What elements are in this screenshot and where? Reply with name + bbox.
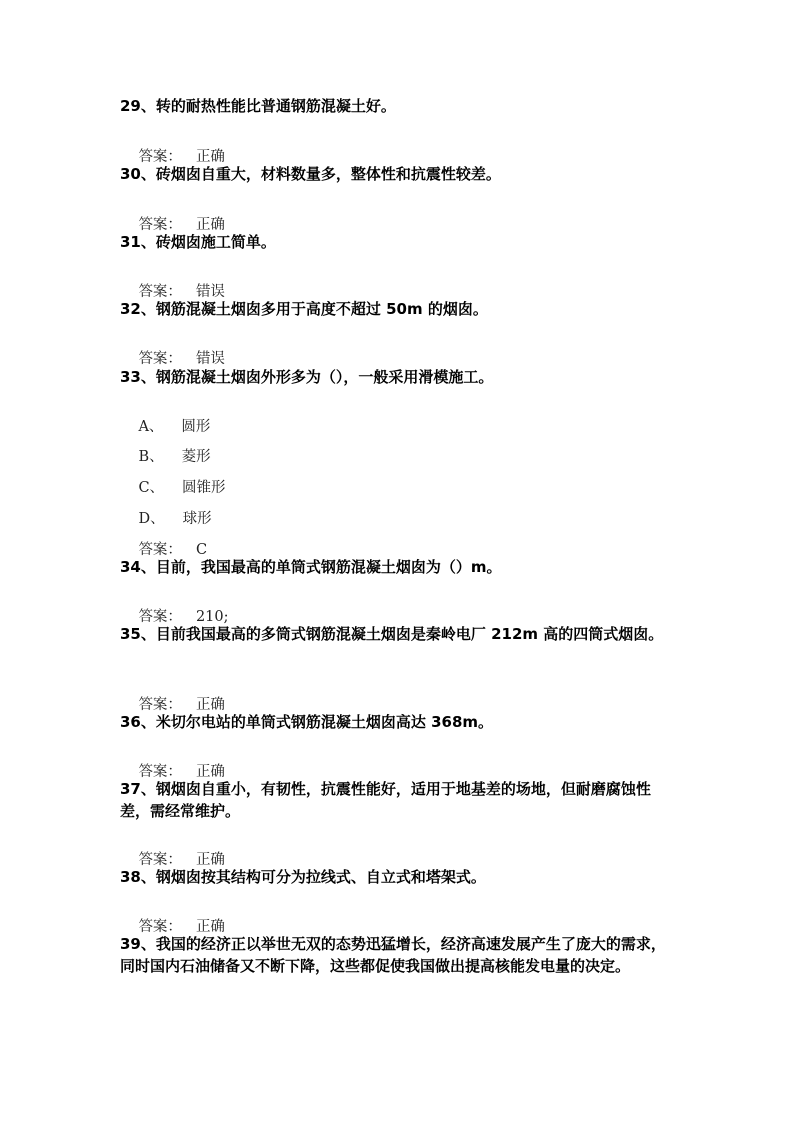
answer-label: 答案： <box>138 697 182 713</box>
option-text: 菱形 <box>181 449 211 465</box>
option-text: 球形 <box>182 511 212 527</box>
answer-label: 答案： <box>138 852 182 868</box>
answer-value: 正确 <box>195 217 225 233</box>
question-30: 30、砖烟囱自重大，材料数量多，整体性和抗震性较差。 <box>120 165 501 183</box>
option-text: 圆锥形 <box>182 480 226 496</box>
answer-value: C <box>195 542 208 558</box>
answer-label: 答案： <box>138 542 182 558</box>
answer-value: 210; <box>195 609 229 625</box>
question-34: 34、目前，我国最高的单筒式钢筋混凝土烟囱为（）m。 <box>120 558 502 576</box>
question-36: 36、米切尔电站的单筒式钢筋混凝土烟囱高达 368m。 <box>120 713 494 731</box>
answer-value: 错误 <box>195 351 225 367</box>
answer-value: 正确 <box>195 852 225 868</box>
answer-label: 答案： <box>138 149 182 165</box>
answer-label: 答案： <box>138 217 182 233</box>
answer-value: 正确 <box>195 919 225 935</box>
question-35: 35、目前我国最高的多筒式钢筋混凝土烟囱是秦岭电厂 212m 高的四筒式烟囱。 <box>120 625 664 643</box>
answer-value: 错误 <box>195 284 225 300</box>
answer-label: 答案： <box>138 351 182 367</box>
answer-label: 答案： <box>138 919 182 935</box>
option-text: 圆形 <box>181 419 211 435</box>
answer-value: 正确 <box>195 697 225 713</box>
option-letter: A、 <box>138 419 164 435</box>
answer-label: 答案： <box>138 764 182 780</box>
question-32: 32、钢筋混凝土烟囱多用于高度不超过 50m 的烟囱。 <box>120 300 488 318</box>
question-37: 37、钢烟囱自重小，有韧性，抗震性能好，适用于地基差的场地，但耐磨腐蚀性差，需经常维护。 <box>120 780 651 820</box>
question-29: 29、转的耐热性能比普通钢筋混凝土好。 <box>120 97 396 115</box>
answer-label: 答案： <box>138 284 182 300</box>
question-33: 33、钢筋混凝土烟囱外形多为（），一般采用滑模施工。 <box>120 368 494 386</box>
answer-value: 正确 <box>195 149 225 165</box>
answer-label: 答案： <box>138 609 182 625</box>
option-letter: C、 <box>138 480 165 496</box>
question-31: 31、砖烟囱施工简单。 <box>120 233 276 251</box>
question-38: 38、钢烟囱按其结构可分为拉线式、自立式和塔架式。 <box>120 868 486 886</box>
option-letter: D、 <box>138 511 165 527</box>
answer-value: 正确 <box>195 764 225 780</box>
question-39: 39、我国的经济正以举世无双的态势迅猛增长，经济高速发展产生了庞大的需求，同时国内石油储备又不断下降，这些都促使我国做出提高核能发电量的决定。 <box>120 935 666 975</box>
option-letter: B、 <box>138 449 164 465</box>
